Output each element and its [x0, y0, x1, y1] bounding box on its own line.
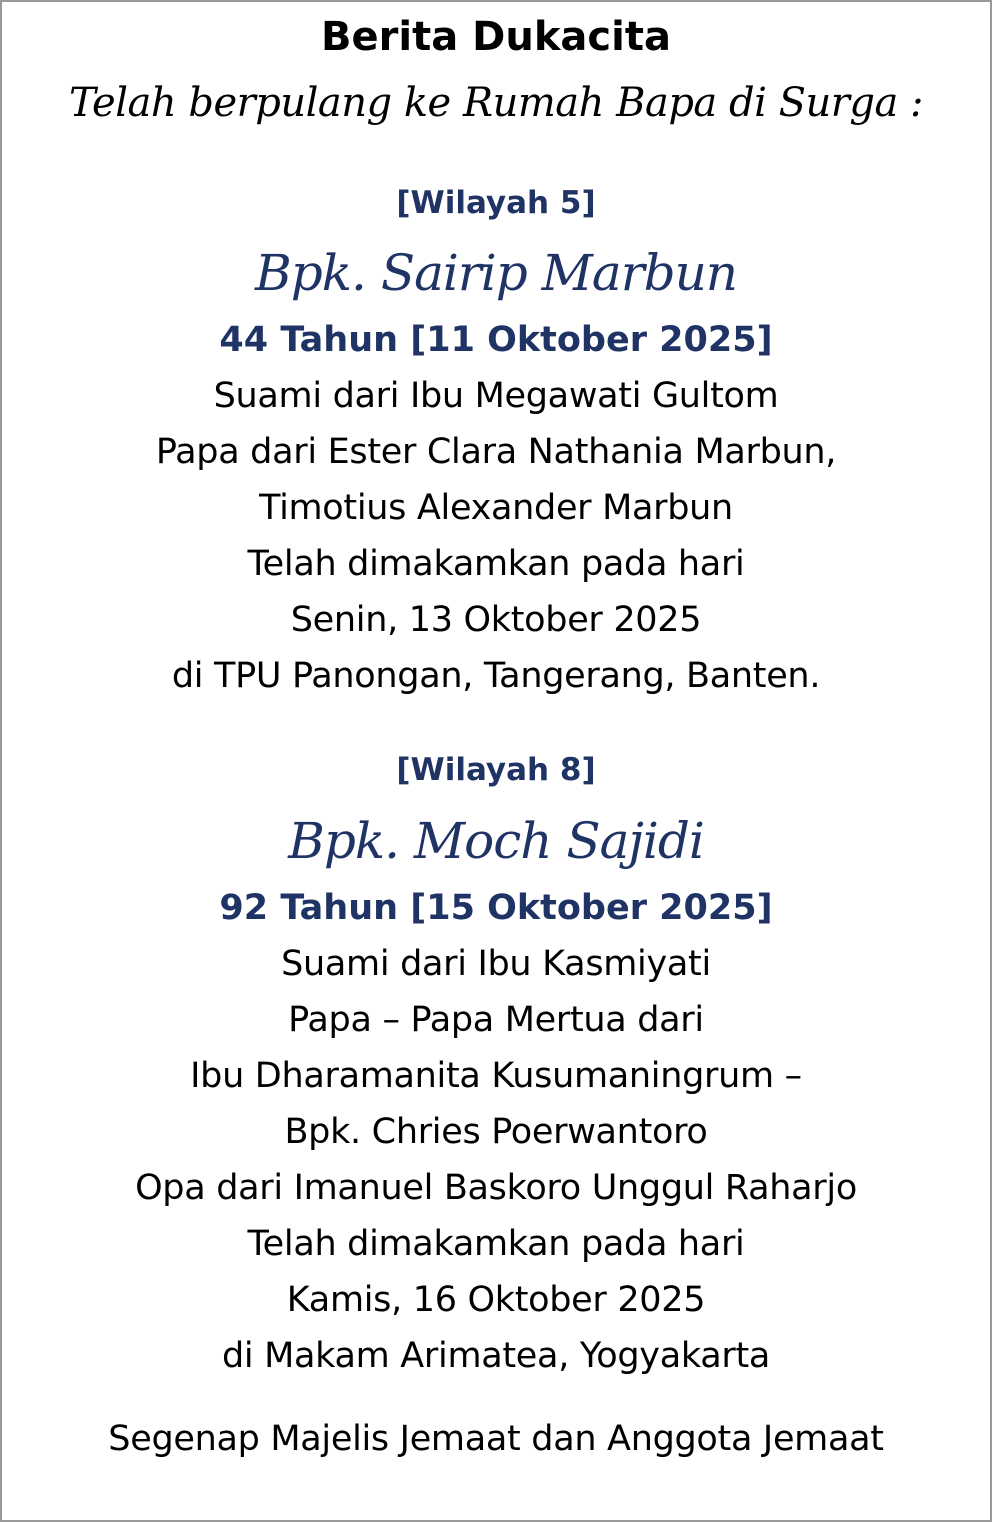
entry-2-line: Kamis, 16 Oktober 2025	[286, 1280, 706, 1320]
entry-1-line: di TPU Panongan, Tangerang, Banten.	[171, 656, 821, 696]
entry-1-name: Bpk. Sairip Marbun	[255, 244, 737, 302]
entry-2-name: Bpk. Moch Sajidi	[288, 812, 704, 870]
entry-1-line: Senin, 13 Oktober 2025	[290, 600, 702, 640]
closing-signature: Segenap Majelis Jemaat dan Anggota Jemaat	[108, 1419, 884, 1459]
page-subtitle: Telah berpulang ke Rumah Bapa di Surga :	[68, 80, 924, 126]
entry-2-age-date: 92 Tahun [15 Oktober 2025]	[219, 888, 773, 928]
entry-2-line: Suami dari Ibu Kasmiyati	[281, 944, 711, 984]
entry-1-region: [Wilayah 5]	[396, 185, 596, 221]
entry-1-line: Timotius Alexander Marbun	[259, 488, 733, 528]
page-title: Berita Dukacita	[321, 14, 671, 60]
entry-1-line: Telah dimakamkan pada hari	[247, 544, 745, 584]
entry-2-line: di Makam Arimatea, Yogyakarta	[221, 1336, 771, 1376]
entry-2-line: Telah dimakamkan pada hari	[247, 1224, 745, 1264]
entry-2-line: Papa – Papa Mertua dari	[288, 1000, 704, 1040]
entry-2-line: Opa dari Imanuel Baskoro Unggul Raharjo	[135, 1168, 857, 1208]
entry-1-line: Papa dari Ester Clara Nathania Marbun,	[155, 432, 837, 472]
entry-2-line: Bpk. Chries Poerwantoro	[284, 1112, 708, 1152]
entry-2-region: [Wilayah 8]	[396, 752, 596, 788]
entry-2-line: Ibu Dharamanita Kusumaningrum –	[190, 1056, 802, 1096]
entry-1-line: Suami dari Ibu Megawati Gultom	[213, 376, 779, 416]
entry-1-age-date: 44 Tahun [11 Oktober 2025]	[219, 320, 773, 360]
